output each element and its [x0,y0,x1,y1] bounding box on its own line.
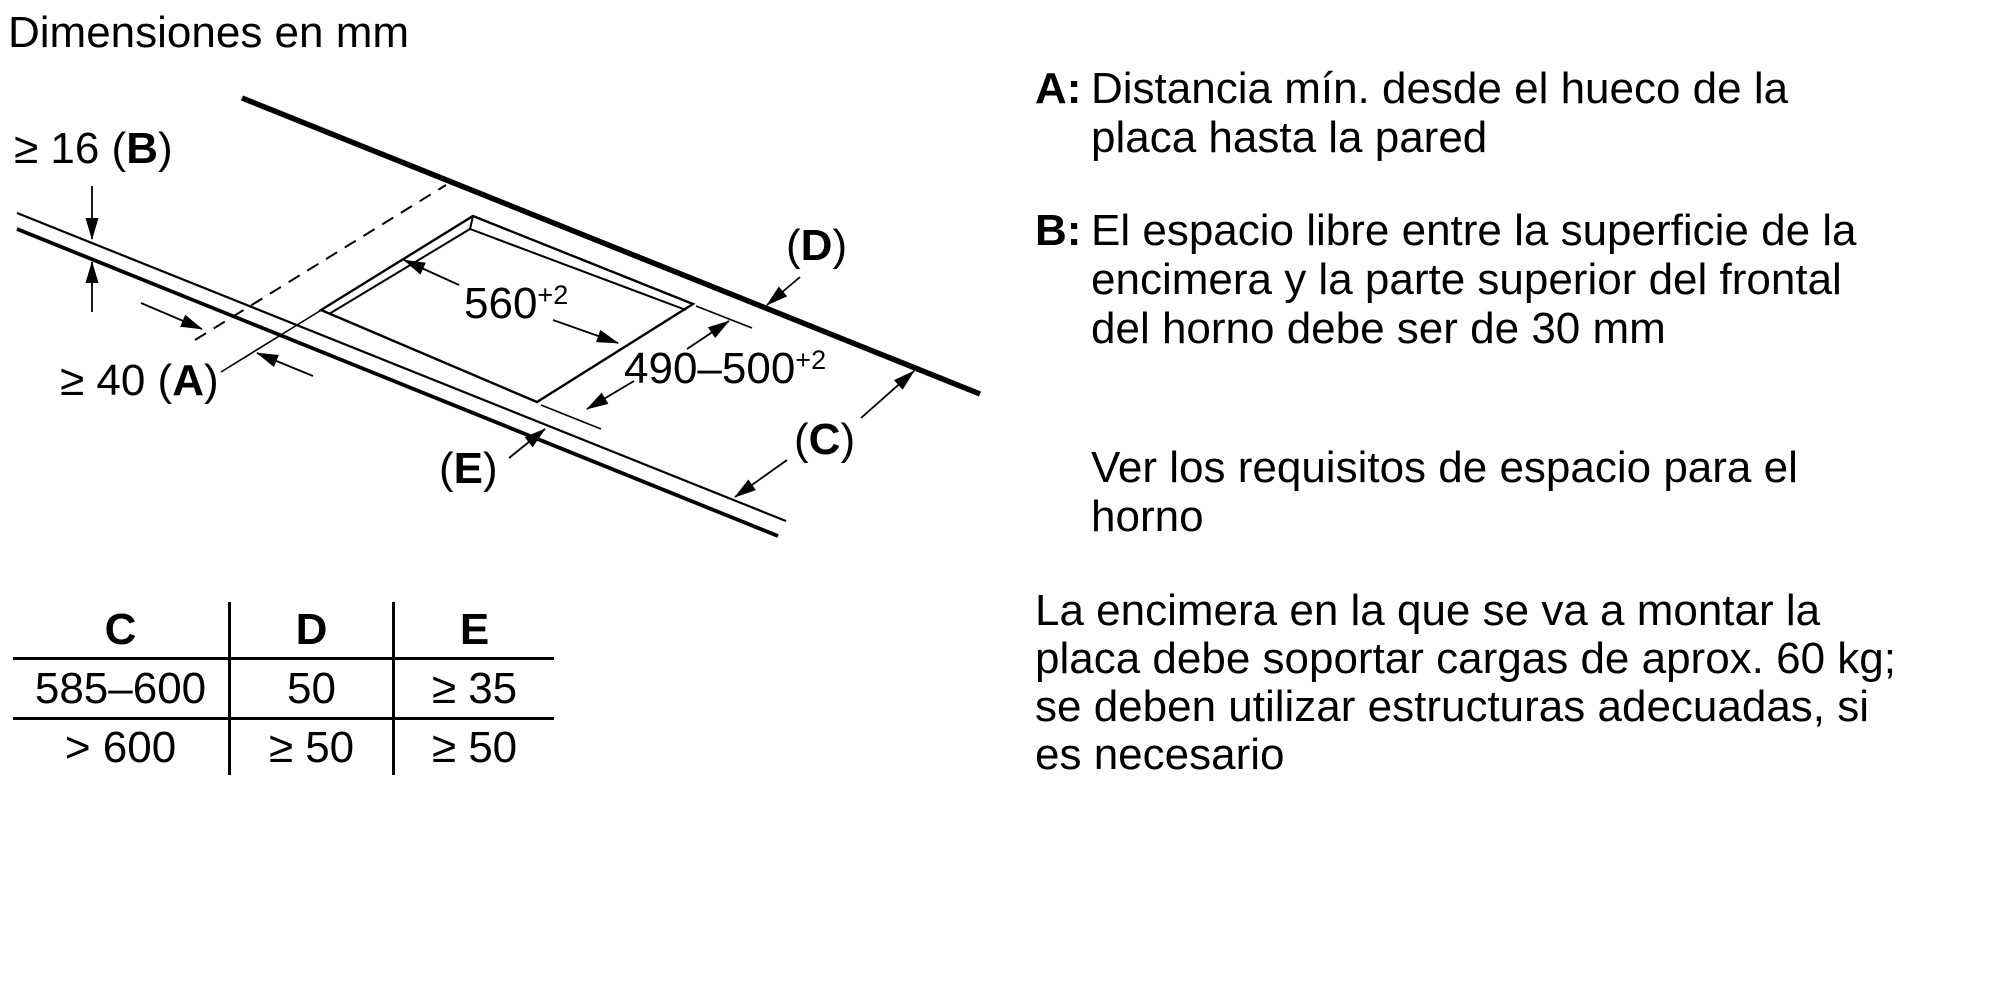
table-cell: > 600 [13,717,228,775]
table-cell: ≥ 35 [392,657,554,717]
c-ref-label: (C) [794,415,856,464]
worktop-thickness-label: ≥ 16 (B) [14,124,173,173]
c-key-letter: C [808,415,841,464]
wall-distance-value: ≥ 40 ( [60,356,173,405]
table-header-c: C [104,604,137,654]
table-header-d: D [228,602,392,657]
wall-distance-label: ≥ 40 (A) [60,356,219,405]
table-cell: 50 [228,657,392,717]
note-line: horno [1091,492,1204,541]
legend-text-b [1091,206,1857,353]
thickness-value: ≥ 16 ( [14,124,127,173]
e-ref-label: (E) [439,444,498,493]
page-title: Dimensiones en mm [8,8,410,57]
load-note-line: se deben utilizar estructuras adecuadas, si [1035,682,1870,731]
cutout-depth-dimension: $490-500^{+2}$ [624,344,827,393]
note-line: Ver los requisitos de espacio para el [1091,443,1798,492]
legend-b-line: encimera y la parte superior del frontal [1091,255,1842,304]
table-header-e: E [392,602,554,657]
wall-distance-key-letter: A [172,356,204,405]
load-capacity-note [1035,587,1896,779]
spec-table [13,602,554,775]
oven-space-note [1091,443,1798,541]
table-cell: 585–600 [13,657,228,717]
load-note-line: placa debe soportar cargas de aprox. 60 kg; [1035,634,1896,683]
legend-key-b: B: [1035,206,1082,255]
legend-text-a [1091,64,1788,162]
legend-b-line: del horno debe ser de 30 mm [1091,304,1666,353]
load-note-line: La encimera en la que se va a montar la [1035,586,1821,635]
thickness-key-letter: B [126,124,158,173]
cutout-width-dimension: $560^{+2}$ [464,279,569,328]
depth-tolerance: +2 [795,345,827,375]
e-key-letter: E [453,444,484,493]
legend-a-line: Distancia mín. desde el hueco de la [1091,64,1789,113]
load-note-line: es necesario [1035,730,1285,779]
legend-b-line: El espacio libre entre la superficie de la [1091,206,1857,255]
table-cell: ≥ 50 [228,717,392,775]
d-key-letter: D [800,221,833,270]
legend-a-line: placa hasta la pared [1091,113,1488,162]
d-ref-label: (D) [786,221,848,270]
wall-line [242,98,980,394]
d-pointer-arrow [767,277,800,305]
table-cell: ≥ 50 [392,717,554,775]
legend-key-a: A: [1035,64,1082,113]
width-tolerance: +2 [537,280,569,310]
